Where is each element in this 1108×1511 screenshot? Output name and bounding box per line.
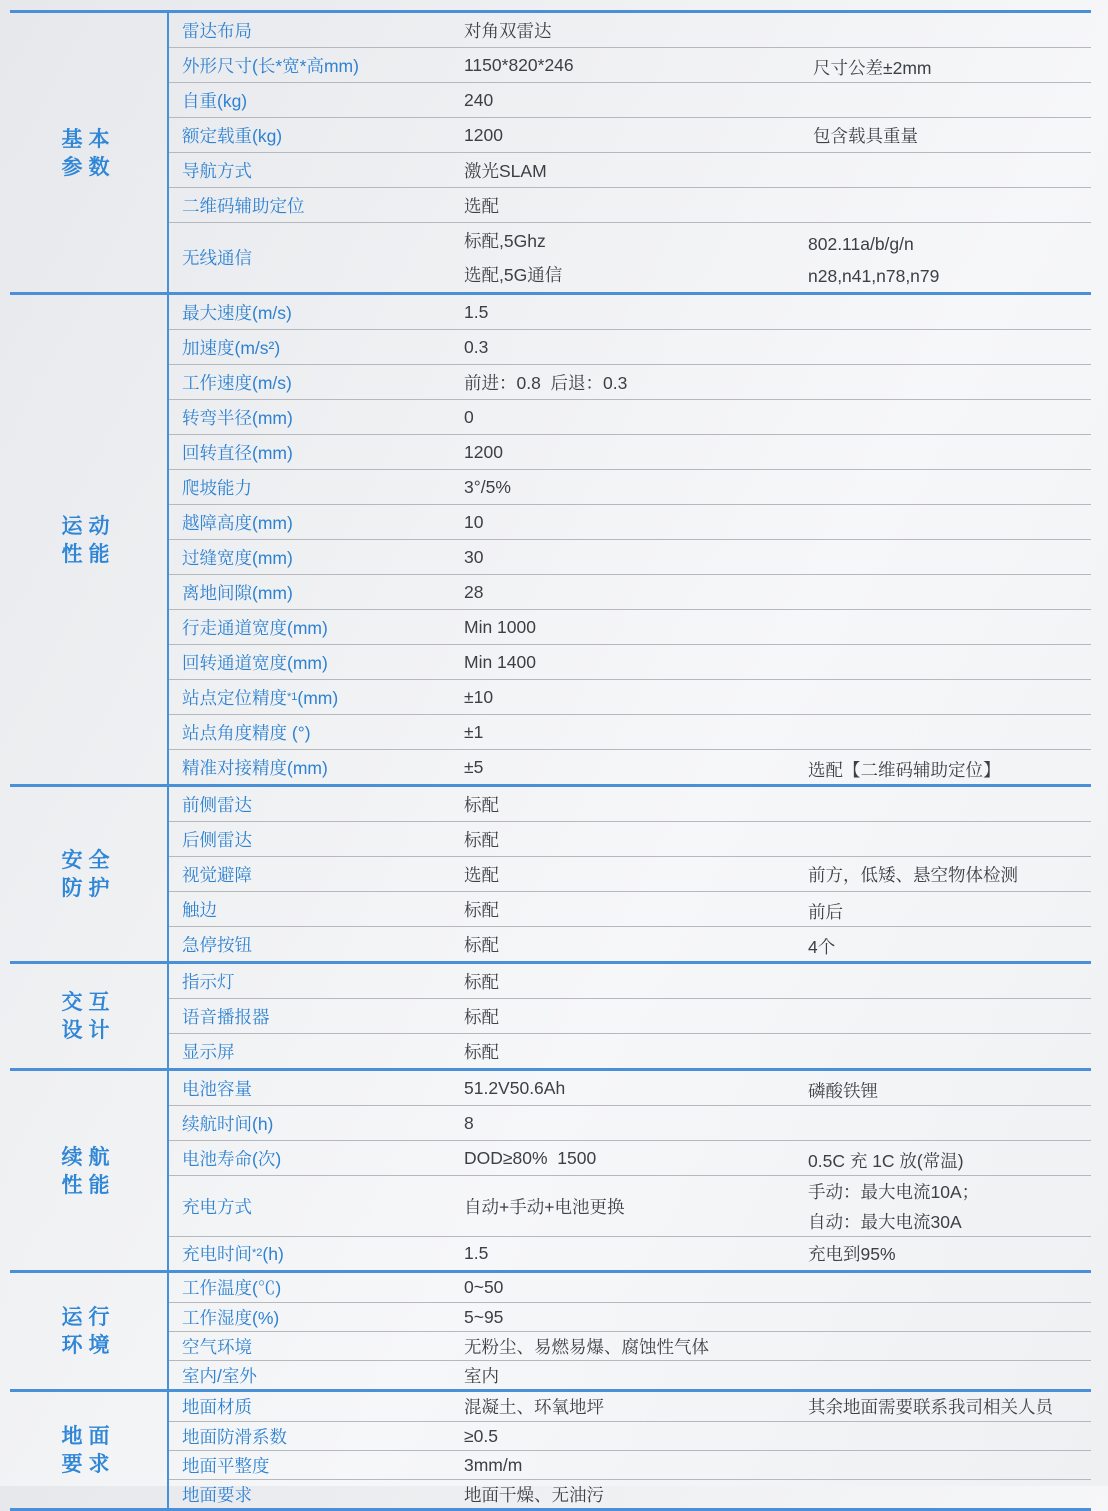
spec-name: 工作速度(m/s) [182,372,292,393]
spec-row [169,434,1091,469]
spec-name: 转弯半径(mm) [182,407,293,428]
section-basic-parameters [10,10,1091,292]
spec-name: 地面防滑系数 [182,1426,287,1447]
spec-note: 包含载具重量 [813,125,918,146]
spec-row [169,1302,1091,1331]
spec-value: 1.5 [464,301,489,322]
spec-value: 0.3 [464,336,489,357]
spec-value: 28 [464,581,484,602]
spec-note: 前后 [808,901,843,922]
spec-note: 4个 [808,936,836,957]
spec-value: 激光SLAM [464,160,547,181]
spec-value: 8 [464,1112,474,1133]
spec-value-line: 标配,5Ghz [464,230,546,251]
spec-row [169,222,1091,292]
spec-value: 地面干燥、无油污 [464,1484,604,1505]
spec-row [169,1105,1091,1140]
spec-row [169,609,1091,644]
spec-value-line: 选配,5G通信 [464,265,563,286]
spec-row [169,891,1091,926]
spec-row [169,1450,1091,1479]
spec-value: 选配 [464,864,499,885]
spec-name: 语音播报器 [182,1006,270,1027]
spec-name: 续航时间(h) [182,1113,274,1134]
spec-row [169,998,1091,1033]
spec-row [169,749,1091,784]
spec-name: 空气环境 [182,1336,252,1357]
spec-row [169,821,1091,856]
spec-value: 无粉尘、易燃易爆、腐蚀性气体 [464,1336,709,1357]
spec-value: 3mm/m [464,1454,523,1475]
spec-row [169,295,1091,329]
spec-value: 标配 [464,934,499,955]
spec-name: 触边 [182,899,217,920]
spec-value: 标配 [464,1041,499,1062]
spec-name: 回转直径(mm) [182,442,293,463]
spec-row [169,926,1091,961]
spec-name: 地面平整度 [182,1455,270,1476]
spec-name: 离地间隙(mm) [182,582,293,603]
spec-name: 自重(kg) [182,90,248,111]
spec-name: 雷达布局 [182,20,252,41]
spec-value: 0 [464,406,474,427]
spec-name: 站点角度精度 (°) [182,722,311,743]
section-operating-environment [10,1270,1091,1389]
spec-value: 0~50 [464,1277,504,1297]
spec-name: 室内/室外 [182,1365,257,1386]
spec-value [459,223,802,292]
spec-name: 站点定位精度$^{*1}$(mm) [182,687,339,708]
spec-name: 外形尺寸(长*宽*高mm) [182,55,359,76]
section-ground-requirements [10,1389,1091,1511]
spec-name: 回转通道宽度(mm) [182,652,328,673]
spec-row [169,187,1091,222]
spec-row [169,1140,1091,1175]
spec-value: 标配 [464,829,499,850]
spec-value: 前进：0.8 后退：0.3 [464,372,628,393]
spec-value: 对角双雷达 [464,20,552,41]
spec-name: 过缝宽度(mm) [182,547,293,568]
spec-value: 1200 [464,124,503,145]
spec-value: 标配 [464,794,499,815]
spec-name: 行走通道宽度(mm) [182,617,328,638]
spec-row [169,13,1091,47]
spec-value: 标配 [464,899,499,920]
section-title: 续航 性能 [10,1071,169,1270]
spec-row [169,574,1091,609]
spec-row [169,964,1091,998]
spec-row [169,714,1091,749]
spec-note-line: 802.11a/b/g/n [808,234,914,255]
spec-row [169,644,1091,679]
spec-name: 额定载重(kg) [182,125,283,146]
spec-name: 电池寿命(次) [182,1148,282,1169]
spec-name: 越障高度(mm) [182,512,293,533]
spec-value: 1.5 [464,1243,489,1263]
spec-value: 标配 [464,971,499,992]
spec-row [169,1421,1091,1450]
spec-note: 选配【二维码辅助定位】 [808,759,1001,780]
spec-name: 导航方式 [182,160,252,181]
spec-row [169,329,1091,364]
spec-value: DOD≥80% 1500 [464,1147,597,1168]
spec-note [802,223,1091,292]
spec-row [169,117,1091,152]
spec-name: 无线通信 [182,248,252,268]
spec-row [169,1360,1091,1389]
spec-row [169,1236,1091,1270]
spec-name: 爬坡能力 [182,477,252,498]
spec-value: ±10 [464,686,494,707]
spec-value: ±5 [464,756,484,777]
spec-note: 尺寸公差±2mm [813,57,932,78]
spec-row [169,1479,1091,1508]
spec-name: 指示灯 [182,971,235,992]
spec-row [169,1392,1091,1421]
spec-name: 急停按钮 [182,934,252,955]
section-title: 运行 环境 [10,1273,169,1389]
spec-note [802,1176,1091,1236]
spec-value: 5~95 [464,1306,504,1327]
spec-value: 自动+手动+电池更换 [464,1196,625,1217]
spec-note: 磷酸铁锂 [808,1080,878,1101]
spec-value: 1200 [464,441,503,462]
spec-name: 电池容量 [182,1078,252,1099]
spec-name: 充电方式 [182,1196,252,1217]
spec-row [169,1175,1091,1236]
spec-row [169,1071,1091,1105]
spec-name: 显示屏 [182,1041,235,1062]
spec-value: 1150*820*246 [464,54,574,75]
spec-value: 室内 [464,1365,499,1386]
section-title: 运动 性能 [10,295,169,784]
spec-name: 视觉避障 [182,864,252,885]
section-title: 基本 参数 [10,13,169,292]
spec-note-line: n28,n41,n78,n79 [808,265,940,286]
spec-value: 3°/5% [464,476,511,497]
section-title: 交互 设计 [10,964,169,1068]
spec-row [169,82,1091,117]
section-safety-protection [10,784,1091,961]
spec-row [169,539,1091,574]
spec-note: 前方，低矮、悬空物体检测 [808,864,1018,885]
spec-row [169,856,1091,891]
spec-name: 地面材质 [182,1397,252,1417]
spec-value: 标配 [464,1006,499,1027]
spec-row [169,1331,1091,1360]
spec-name: 二维码辅助定位 [182,195,305,216]
spec-note: 0.5C 充 1C 放(常温) [808,1150,964,1171]
spec-value: 选配 [464,195,499,216]
spec-row [169,469,1091,504]
spec-value: 30 [464,546,484,567]
spec-row [169,399,1091,434]
spec-row [169,47,1091,82]
spec-name: 地面要求 [182,1484,252,1505]
spec-value: 240 [464,89,494,110]
spec-row [169,504,1091,539]
section-motion-performance [10,292,1091,784]
spec-row [169,1273,1091,1302]
spec-name: 前侧雷达 [182,794,252,815]
spec-value: 51.2V50.6Ah [464,1077,566,1098]
spec-name: 最大速度(m/s) [182,302,292,323]
spec-name: 工作温度(℃) [182,1278,282,1298]
spec-note: 充电到95% [808,1244,896,1264]
spec-row [169,679,1091,714]
spec-name: 工作湿度(%) [182,1307,280,1328]
spec-note: 其余地面需要联系我司相关人员 [808,1397,1053,1417]
spec-row [169,787,1091,821]
spec-value: 混凝土、环氧地坪 [464,1397,604,1417]
spec-note-line: 自动：最大电流30A [808,1211,962,1232]
spec-value: Min 1400 [464,651,536,672]
spec-row [169,1033,1091,1068]
spec-name: 精准对接精度(mm) [182,757,328,778]
section-endurance-performance [10,1068,1091,1270]
section-title: 地面 要求 [10,1392,169,1508]
spec-note-line: 手动：最大电流10A； [808,1181,980,1202]
spec-table [10,10,1091,1511]
spec-name: 加速度(m/s²) [182,337,281,358]
spec-value: ≥0.5 [464,1425,498,1446]
spec-value: 10 [464,511,484,532]
spec-name: 充电时间$^{*2}$(h) [182,1244,284,1264]
section-interaction-design [10,961,1091,1068]
section-title: 安全 防护 [10,787,169,961]
spec-name: 后侧雷达 [182,829,252,850]
spec-row [169,152,1091,187]
spec-value: ±1 [464,721,484,742]
spec-row [169,364,1091,399]
spec-value: Min 1000 [464,616,536,637]
